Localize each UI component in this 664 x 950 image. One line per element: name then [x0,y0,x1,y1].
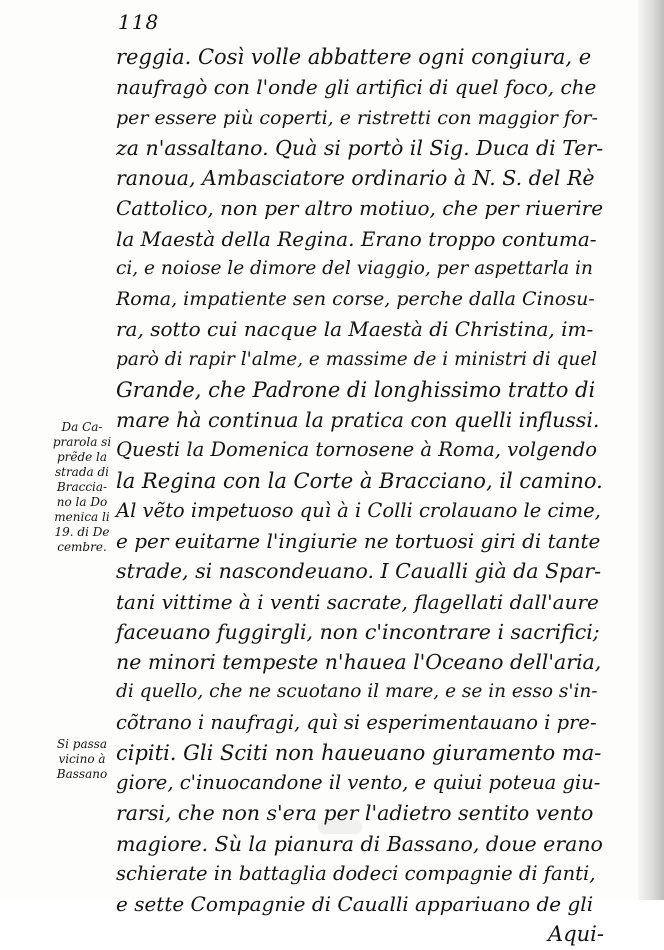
text-line: Grande, che Padrone di longhissimo tratto di [116,377,596,402]
marginal-line: no la Do [56,495,108,509]
text-line: cipiti. Gli Sciti non haueuano giuramento ma- [116,740,602,765]
marginal-line: Si passa [56,737,108,751]
text-line: la Maestà della Regina. Erano troppo contuma- [116,226,597,251]
body-text [116,42,604,950]
text-line: per essere più coperti, e ristretti con maggior for- [116,106,598,129]
text-line: ranoua, Ambasciatore ordinario à N. S. del Rè [116,166,595,190]
text-line: tani vittime à i venti sacrate, flagellati dall'aure [116,589,599,614]
marginal-line: menica li [54,510,110,524]
marginal-line: prarola si [52,435,112,449]
text-line: strade, si nascondeuano. I Caualli già da Spar- [116,559,602,584]
text-line: Cattolico, non per altro motiuo, che per riuerire [116,196,604,221]
marginal-line: Da Ca- [61,420,103,434]
text-line: naufragò con l'onde gli artifici di quel foco, che [116,75,597,100]
text-line: Questi la Domenica tornosene à Roma, volgendo [116,438,597,462]
marginal-line: Bassano [56,767,108,781]
text-line: reggia. Così volle abbattere ogni congiura, e [116,45,592,69]
text-line: Al vẽto impetuoso quì à i Colli crolauano le cime, [116,498,601,522]
text-line: ra, sotto cui nacque la Maestà di Christina, im- [116,317,594,342]
text-line: di quello, che ne scuotano il mare, e se in esso s'in- [116,681,598,703]
text-line: mare hà continua la pratica con quelli influssi. [116,408,600,432]
text-line: schierate in battaglia dodeci compagnie di fanti, [116,861,596,885]
text-line: rarsi, che non s'era per l'adietro sentito vento [116,801,594,826]
marginal-line: 19. di De [54,525,110,539]
text-line: ne minori tempeste n'hauea l'Oceano dell'aria, [116,650,602,674]
marginal-line: Braccia- [56,480,108,494]
text-line: faceuano fuggirgli, non c'incontrare i sacrifici; [116,619,600,644]
text-line: za n'assaltano. Quà si portò il Sig. Duca di Ter- [116,135,604,160]
text-line: magiore. Sù la pianura di Bassano, doue erano [116,831,603,856]
bleed-through-mark [318,820,362,834]
marginal-line: vicino à [58,752,106,766]
page-edge-shadow [638,0,664,900]
page-number: 118 [118,10,160,34]
marginal-note [52,737,112,782]
catchword: Aqui- [548,922,604,947]
text-line: la Regina con la Corte à Bracciano, il camino. [116,468,603,493]
marginal-line: prẽde la [56,450,108,464]
text-line: parò di rapir l'alme, e massime de i ministri di quel [116,348,598,370]
text-line: giore, c'inuocandone il vento, e quiui poteua giu- [116,771,601,794]
text-line: Roma, impatiente sen corse, perche dalla Cinosu- [116,288,595,310]
marginal-note [52,420,112,555]
text-line: e per euitarne l'ingiurie ne tortuosi giri di tante [116,529,601,553]
text-line: e sette Compagnie di Caualli appariuano de gli [116,892,594,916]
marginal-line: cembre. [57,540,107,554]
marginal-line: strada di [54,465,110,479]
text-line: ci, e noiose le dimore del viaggio, per aspettarla in [116,257,593,279]
text-line: cõtrano i naufragi, quì si esperimentauano i pre- [116,710,597,734]
